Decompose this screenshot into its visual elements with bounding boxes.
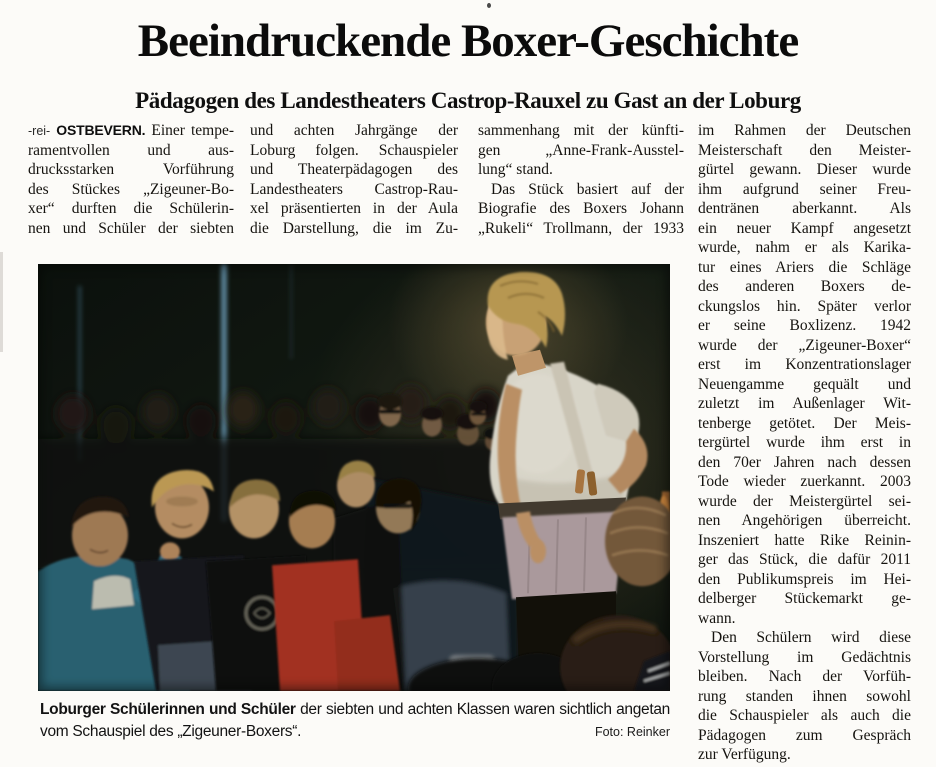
article-column-4 bbox=[698, 121, 911, 765]
text-line: ckungslos hin. Später verlor bbox=[698, 297, 911, 315]
text-line: Inszeniert hatte Rike Reinin- bbox=[698, 531, 911, 549]
text-line: wurde, nahm er als Karika- bbox=[698, 239, 911, 256]
caption-text-2: vom Schauspiel des „Zigeuner-Boxers“. bbox=[40, 723, 302, 740]
headline: Beeindruckende Boxer-Geschichte bbox=[137, 15, 799, 67]
article-column-1 bbox=[28, 121, 234, 238]
column-1-lines bbox=[28, 141, 234, 239]
text-line: Biografie des Boxers Johann bbox=[478, 200, 684, 217]
text-line: bleiben. Nach der Vorfüh- bbox=[698, 668, 911, 685]
text-line: sammenhang mit der künfti- bbox=[478, 122, 684, 139]
text-line: den Publikumspreis im Hei- bbox=[698, 570, 911, 588]
photo-credit: Foto: Reinker bbox=[594, 725, 670, 739]
text-line: und Theaterpädagogen des bbox=[250, 161, 458, 178]
text-line: „Rukeli“ Trollmann, der 1933 bbox=[478, 219, 684, 237]
text-line: nen Angehörigen überreicht. bbox=[698, 512, 911, 529]
text-line: die Darstellung, die im Zu- bbox=[250, 219, 458, 237]
text-line: zur Verfügung. bbox=[698, 746, 791, 763]
text-line: wurde der Meistergürtel sei- bbox=[698, 492, 911, 510]
text-line: lung“ stand. bbox=[478, 161, 553, 178]
text-line: ramentvollen und aus- bbox=[28, 141, 234, 159]
photo-caption bbox=[40, 699, 670, 743]
text-line: delberger Stückemarkt ge- bbox=[698, 590, 911, 607]
text-line: xel präsentierten in der Aula bbox=[250, 200, 458, 217]
text-line: des Stückes „Zigeuner-Bo- bbox=[28, 180, 234, 198]
text-line: wann. bbox=[698, 609, 736, 627]
caption-line-2 bbox=[40, 721, 670, 743]
text-line: Tode wieder zuerkannt. 2003 bbox=[698, 473, 911, 490]
text-line: zuletzt im Außenlager Wit- bbox=[698, 395, 911, 412]
text-line: dentränen aberkannt. Als bbox=[698, 200, 911, 217]
dateline: OSTBEVERN. bbox=[56, 122, 146, 138]
text-line: tenberge getötet. Der Meis- bbox=[698, 414, 911, 432]
text-line: gürtel gewann. Dieser wurde bbox=[698, 161, 911, 178]
text-line: Neuengamme gequält und bbox=[698, 375, 911, 393]
text-line: des anderen Boxers de- bbox=[698, 278, 911, 295]
text-line: den 70er Jahren nach dessen bbox=[698, 453, 911, 471]
text-line: Vorstellung im Gedächtnis bbox=[698, 648, 911, 666]
lead-text: Einer tempe- bbox=[151, 122, 235, 139]
caption-text: der siebten und achten Klassen waren sichtlich angetan bbox=[300, 701, 671, 718]
green-tint-overlay bbox=[38, 264, 670, 691]
text-line: xer“ durften die Schülerin- bbox=[28, 200, 234, 217]
text-line: ein neuer Kampf angesetzt bbox=[698, 219, 911, 237]
text-line: wurde der „Zigeuner-Boxer“ bbox=[698, 336, 911, 354]
text-line: tur eines Ariers die Schläge bbox=[698, 258, 911, 276]
text-line: Landestheaters Castrop-Rau- bbox=[250, 180, 458, 198]
kicker-line bbox=[28, 121, 234, 141]
article-column-3 bbox=[478, 121, 684, 238]
ink-speck bbox=[487, 3, 491, 8]
text-line: Den Schülern wird diese bbox=[711, 629, 911, 646]
text-line: er seine Boxlizenz. 1942 bbox=[698, 317, 911, 334]
text-line: Das Stück basiert auf der bbox=[491, 180, 684, 198]
caption-line-1 bbox=[40, 699, 670, 721]
text-line: drucksstarken Vorführung bbox=[28, 161, 234, 178]
text-line: im Rahmen der Deutschen bbox=[698, 122, 911, 139]
text-line: und achten Jahrgänge der bbox=[250, 122, 458, 139]
theater-scene-photo bbox=[38, 264, 670, 691]
subheadline: Pädagogen des Landestheaters Castrop-Rauxel zu Gast an der Loburg bbox=[135, 88, 801, 113]
scan-edge-artifact bbox=[0, 252, 3, 352]
text-line: Loburg folgen. Schauspieler bbox=[250, 141, 458, 159]
text-line: nen und Schüler der siebten bbox=[28, 219, 234, 237]
text-line: tergürtel wurde ihm erst in bbox=[698, 434, 911, 451]
text-line: rung standen ihnen sowohl bbox=[698, 687, 911, 705]
text-line: Meisterschaft den Meister- bbox=[698, 141, 911, 159]
caption-lead: Loburger Schülerinnen und Schüler bbox=[40, 701, 296, 718]
text-line: ihm aufgrund seiner Freu- bbox=[698, 180, 911, 198]
text-line: Pädagogen zum Gespräch bbox=[698, 726, 911, 744]
text-line: erst im Konzentrationslager bbox=[698, 356, 911, 373]
article-photo bbox=[38, 264, 670, 691]
text-line: die Schauspieler als auch die bbox=[698, 707, 911, 724]
text-line: gen „Anne-Frank-Ausstel- bbox=[478, 141, 684, 159]
article-column-2 bbox=[250, 121, 458, 238]
text-line: ger das Stück, die dafür 2011 bbox=[698, 551, 911, 568]
author-signature: -rei- bbox=[28, 124, 51, 138]
